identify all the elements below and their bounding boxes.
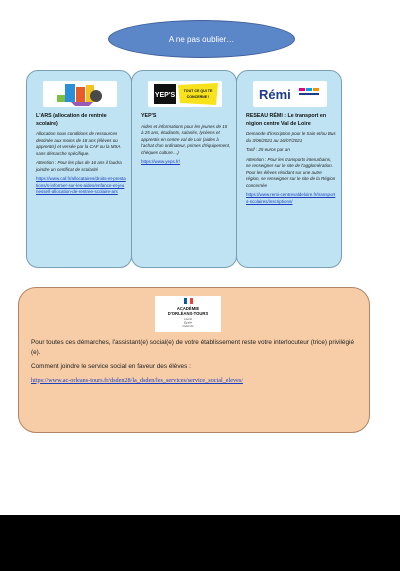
card-ars-attention: Attention : Pour les plus de 16 ans il faudra joindre un certificat de scolarité [36, 160, 122, 172]
card-remi-link[interactable]: https://www.remi-centrevaldeloire.fr/transports-scolaires/inscriptions/ [246, 192, 336, 204]
academie-logo [155, 296, 221, 332]
card-ars-link[interactable]: https://www.caf.fr/allocataires/droits-et-prestations/s-informer-sur-les-aides/enfance-et-jeunesse/l-allocation-de-rentree-scolaire-ars [36, 176, 126, 195]
academie-motto-1: Liberté [184, 318, 192, 321]
yeps-logo [148, 81, 222, 107]
card-remi-price: Tarif : 25 euros par an [246, 147, 290, 153]
header-pill [108, 20, 295, 58]
yeps-tagline-1: TOUT CE QUI TE [183, 89, 213, 93]
social-service-intro: Pour toutes ces démarches, l'assistant(e) social(e) de votre établissement reste votre interlocuteur (trice) privilégié (e). [31, 339, 355, 356]
card-ars-title: L'ARS (allocation de rentrée scolaire) [36, 113, 107, 127]
card-remi-dates: Demande d'inscription pour le train et/ou Bus du 3/06/2021 au 16/07/2021 [246, 131, 336, 143]
ars-illustration [43, 81, 117, 107]
card-remi-title: RESEAU RÉMI : Le transport en région centre Val de Loire [246, 113, 327, 127]
social-service-box [18, 287, 370, 433]
academie-motto-2: Égalité [184, 321, 192, 325]
academie-logo-line1: ACADÉMIE [176, 306, 200, 311]
social-service-question: Comment joindre le service social en faveur des élèves : [31, 362, 191, 370]
social-service-text [31, 338, 359, 390]
card-remi-body [246, 113, 336, 209]
remi-logo [253, 81, 327, 107]
academie-logo-line2: D'ORLÉANS-TOURS [167, 311, 209, 316]
card-ars [26, 70, 132, 268]
remi-logo-text: Rémi [259, 87, 291, 102]
card-yeps-link[interactable]: https://www.yeps.fr/ [141, 159, 181, 165]
card-ars-text: Allocation sous conditions de ressources destinée aux moins de 18 ans (élèves ou apprentis) et versée par la CAF ou la MSA sans démarche spécifique. [36, 131, 121, 156]
academie-motto-3: Fraternité [182, 325, 194, 328]
yeps-tagline-2: CONCERNE ! [186, 95, 210, 99]
card-ars-body [36, 113, 126, 199]
social-service-link[interactable]: https://www.ac-orleans-tours.fr/dsden28/la_dsden/les_services/service_social_eleves/ [31, 376, 243, 384]
card-remi [236, 70, 342, 268]
card-yeps-title: YEP'S [141, 113, 157, 119]
card-yeps-text: Aides et informations pour les jeunes de 15 à 25 ans, étudiants, salariés, lycéens et apprentis en centre val de Loir (aides à l'achat d'un ordinateur, primes d'équipement, chèques culture…) [141, 123, 231, 155]
card-remi-attention: Attention : Pour les transports interurbains, se renseigner sur le site de l'agglomération. Pour les élèves résidant sur une autre région, se renseigner sur le site de la Région concernée [246, 156, 336, 188]
card-yeps-body [141, 113, 231, 169]
header-title: A ne pas oublier… [168, 34, 235, 44]
yeps-logo-text: YEP'S [154, 92, 176, 99]
card-yeps [131, 70, 237, 268]
